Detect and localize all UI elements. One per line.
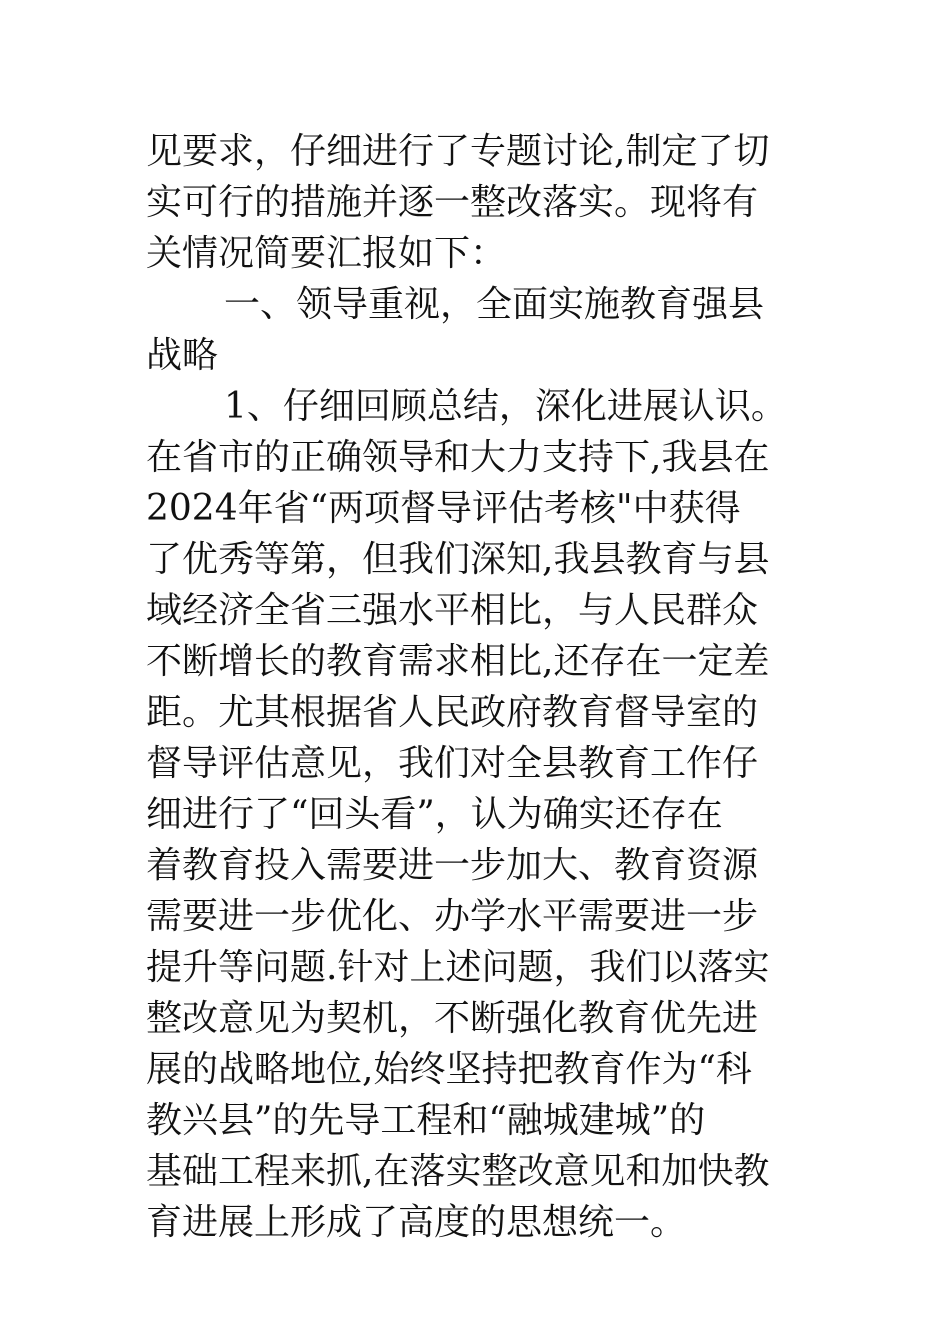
- paragraph-line: 基础工程来抓,在落实整改意见和加快教: [146, 1151, 770, 1192]
- paragraph-line: 在省市的正确领导和大力支持下,我县在: [146, 437, 770, 478]
- paragraph-line: 域经济全省三强水平相比，与人民群众: [146, 590, 759, 631]
- paragraph-line: 督导评估意见，我们对全县教育工作仔: [146, 743, 759, 784]
- paragraph-line: 不断增长的教育需求相比,还存在一定差: [146, 641, 770, 682]
- paragraph-line: 着教育投入需要进一步加大、教育资源: [146, 845, 759, 886]
- paragraph-line: 整改意见为契机，不断强化教育优先进: [146, 998, 759, 1039]
- paragraph-line: 展的战略地位,始终坚持把教育作为“科: [146, 1049, 752, 1090]
- paragraph-line: 教兴县”的先导工程和“融城建城”的: [146, 1100, 706, 1141]
- paragraph-line: 关情况简要汇报如下：: [146, 233, 507, 274]
- paragraph-line: 了优秀等第，但我们深知,我县教育与县: [146, 539, 770, 580]
- paragraph-line: 实可行的措施并逐一整改落实。现将有: [146, 182, 759, 223]
- paragraph-line: 1、仔细回顾总结，深化进展认识。: [224, 386, 787, 427]
- paragraph-line: 细进行了“回头看”，认为确实还存在: [146, 794, 723, 835]
- paragraph-line: 见要求，仔细进行了专题讨论,制定了切: [146, 131, 770, 172]
- document-body: [146, 126, 866, 1248]
- paragraph-line: 2024年省“两项督导评估考核"中获得: [146, 488, 741, 529]
- paragraph-line: 提升等问题.针对上述问题，我们以落实: [146, 947, 770, 988]
- section-heading-line: 一、领导重视，全面实施教育强县: [224, 284, 765, 325]
- paragraph-line: 距。尤其根据省人民政府教育督导室的: [146, 692, 759, 733]
- paragraph-line: 需要进一步优化、办学水平需要进一步: [146, 896, 759, 937]
- section-heading-line: 战略: [146, 335, 219, 376]
- paragraph-line: 育进展上形成了高度的思想统一。: [146, 1202, 687, 1243]
